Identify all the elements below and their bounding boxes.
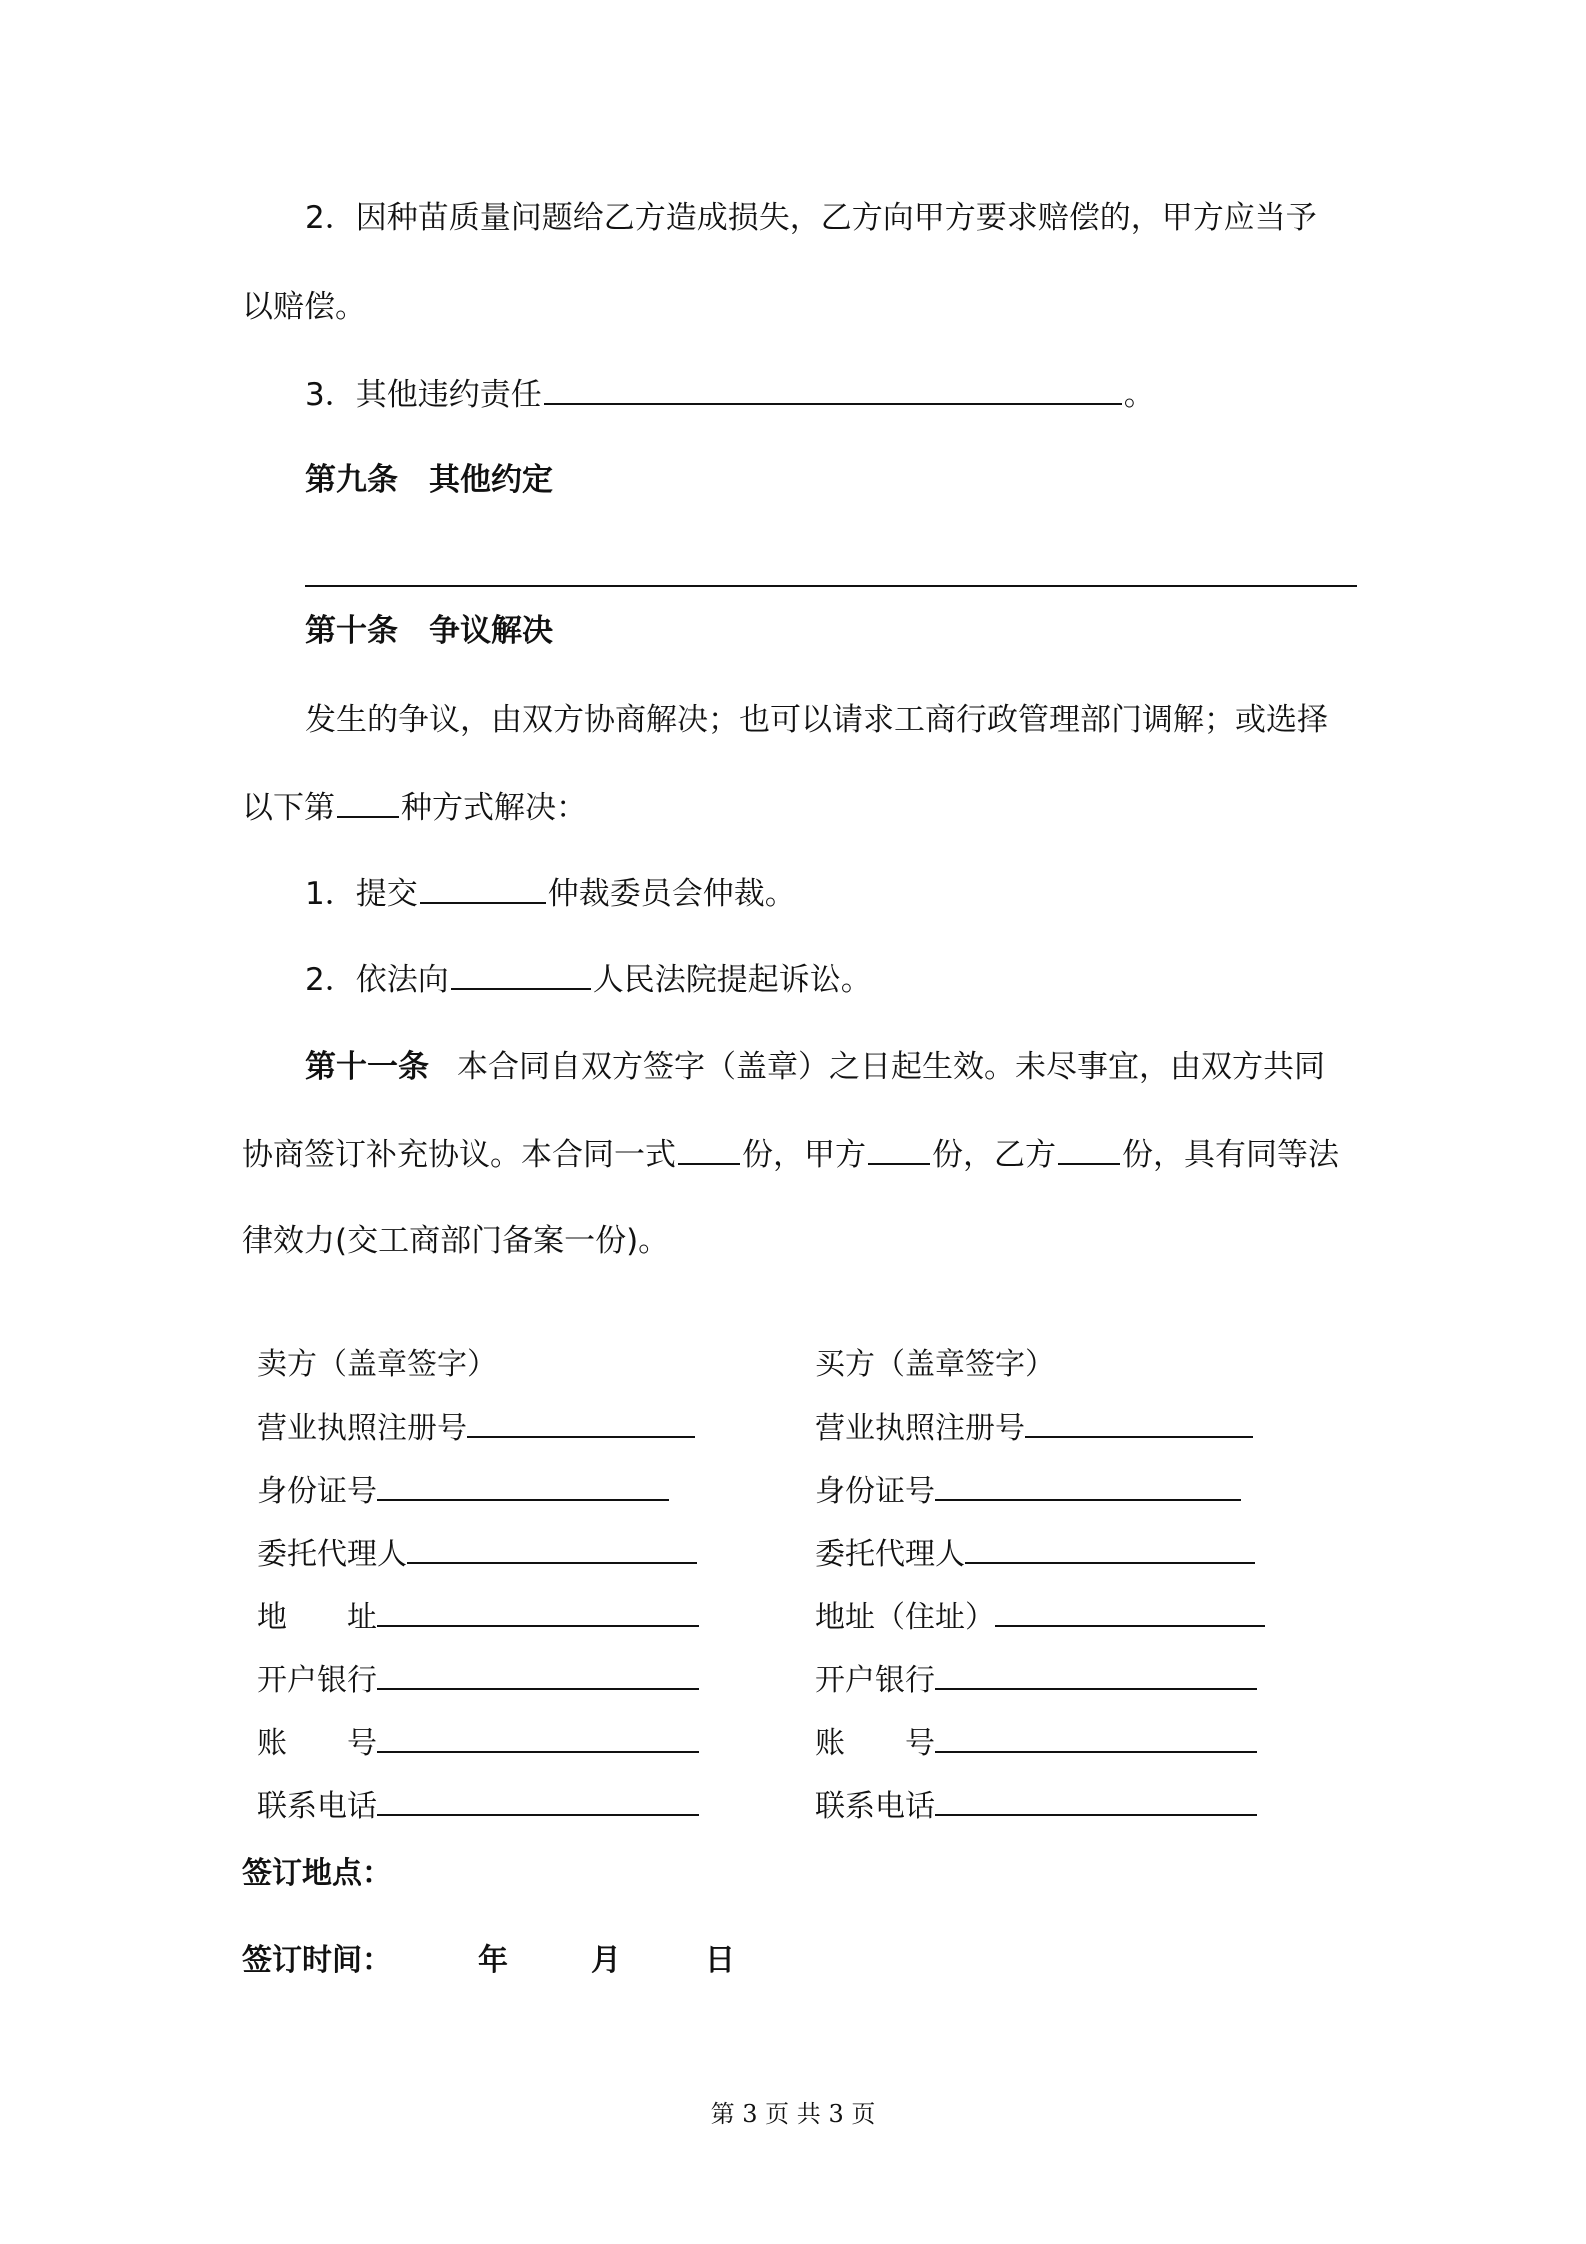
buyer-license-label: 营业执照注册号: [815, 1411, 1025, 1446]
other-liability-label: 3．其他违约责任: [305, 377, 542, 413]
buyer-license-row: [815, 1408, 1253, 1449]
article-11-title: 第十一条: [305, 1049, 429, 1085]
arbitration-prefix: 1．提交: [305, 876, 418, 912]
arbitration-suffix: 仲裁委员会仲裁。: [547, 876, 796, 912]
seller-id-field[interactable]: [377, 1471, 669, 1501]
buyer-address-field[interactable]: [995, 1597, 1265, 1627]
seller-bank-field[interactable]: [377, 1660, 699, 1690]
seller-agent-row: [257, 1534, 697, 1575]
buyer-agent-label: 委托代理人: [815, 1537, 965, 1572]
seller-license-field[interactable]: [467, 1408, 695, 1438]
buyer-id-row: [815, 1471, 1241, 1512]
litigation-suffix: 人民法院提起诉讼。: [592, 962, 872, 998]
buyer-bank-row: [815, 1660, 1257, 1701]
other-liability-end: 。: [1123, 377, 1155, 413]
page-number: 第 3 页 共 3 页: [710, 2100, 876, 2128]
buyer-address-label: 地址（住址）: [815, 1600, 995, 1635]
party-a-copies-label: 份，甲方: [742, 1137, 866, 1173]
seller-id-row: [257, 1471, 669, 1512]
party-b-copies-label: 份，乙方: [932, 1137, 1056, 1173]
clause-compensation-line1: 2．因种苗质量问题给乙方造成损失，乙方向甲方要求赔偿的，甲方应当予: [305, 200, 1317, 236]
signing-time-label: 签订时间：: [242, 1943, 392, 1978]
seller-address-row: [257, 1597, 699, 1638]
signing-month: 月: [591, 1943, 621, 1978]
article-9-title: 第九条 其他约定: [305, 462, 553, 498]
buyer-account-label: 账 号: [815, 1726, 935, 1761]
buyer-id-field[interactable]: [935, 1471, 1241, 1501]
seller-title: 卖方（盖章签字）: [257, 1347, 497, 1382]
article-11-line3: 律效力(交工商部门备案一份)。: [242, 1223, 670, 1259]
signing-year: 年: [478, 1943, 508, 1978]
buyer-license-field[interactable]: [1025, 1408, 1253, 1438]
seller-license-row: [257, 1408, 695, 1449]
seller-address-field[interactable]: [377, 1597, 699, 1627]
seller-license-label: 营业执照注册号: [257, 1411, 467, 1446]
buyer-address-row: [815, 1597, 1265, 1638]
buyer-bank-label: 开户银行: [815, 1663, 935, 1698]
other-liability-blank[interactable]: [544, 373, 1122, 405]
buyer-title: 买方（盖章签字）: [815, 1347, 1055, 1382]
article-11-line1: [305, 1045, 1325, 1089]
seller-id-label: 身份证号: [257, 1474, 377, 1509]
seller-agent-field[interactable]: [407, 1534, 697, 1564]
buyer-agent-field[interactable]: [965, 1534, 1255, 1564]
dispute-method-prefix: 以下第: [242, 790, 335, 826]
buyer-id-label: 身份证号: [815, 1474, 935, 1509]
total-copies-blank[interactable]: [678, 1133, 740, 1165]
other-liability-line: [305, 373, 1155, 417]
copies-prefix: 协商签订补充协议。本合同一式: [242, 1137, 676, 1173]
seller-agent-label: 委托代理人: [257, 1537, 407, 1572]
copies-suffix: 份，具有同等法: [1122, 1137, 1339, 1173]
buyer-phone-field[interactable]: [935, 1786, 1257, 1816]
buyer-agent-row: [815, 1534, 1255, 1575]
party-b-copies-blank[interactable]: [1058, 1133, 1120, 1165]
buyer-phone-row: [815, 1786, 1257, 1827]
dispute-line2: [242, 786, 587, 830]
seller-bank-row: [257, 1660, 699, 1701]
article-10-title: 第十条 争议解决: [305, 613, 553, 649]
signing-place-label: 签订地点：: [242, 1856, 392, 1891]
litigation-option: [305, 958, 872, 1002]
dispute-method-blank[interactable]: [337, 786, 399, 818]
buyer-bank-field[interactable]: [935, 1660, 1257, 1690]
seller-account-label: 账 号: [257, 1726, 377, 1761]
seller-bank-label: 开户银行: [257, 1663, 377, 1698]
buyer-phone-label: 联系电话: [815, 1789, 935, 1824]
article-11-line2: [242, 1133, 1339, 1177]
article-11-text: 本合同自双方签字（盖章）之日起生效。未尽事宜，由双方共同: [457, 1049, 1325, 1085]
buyer-account-row: [815, 1723, 1257, 1764]
dispute-method-suffix: 种方式解决：: [401, 790, 587, 826]
seller-phone-row: [257, 1786, 699, 1827]
arbitration-option: [305, 872, 796, 916]
seller-address-label: 地 址: [257, 1600, 377, 1635]
seller-account-field[interactable]: [377, 1723, 699, 1753]
seller-account-row: [257, 1723, 699, 1764]
buyer-account-field[interactable]: [935, 1723, 1257, 1753]
party-a-copies-blank[interactable]: [868, 1133, 930, 1165]
arbitration-committee-blank[interactable]: [420, 872, 546, 904]
seller-phone-field[interactable]: [377, 1786, 699, 1816]
signing-day: 日: [705, 1943, 735, 1978]
other-terms-blank[interactable]: [305, 585, 1357, 587]
litigation-prefix: 2．依法向: [305, 962, 449, 998]
dispute-line1: 发生的争议，由双方协商解决；也可以请求工商行政管理部门调解；或选择: [305, 702, 1328, 738]
seller-phone-label: 联系电话: [257, 1789, 377, 1824]
court-blank[interactable]: [451, 958, 591, 990]
clause-compensation-line2: 以赔偿。: [242, 289, 366, 325]
